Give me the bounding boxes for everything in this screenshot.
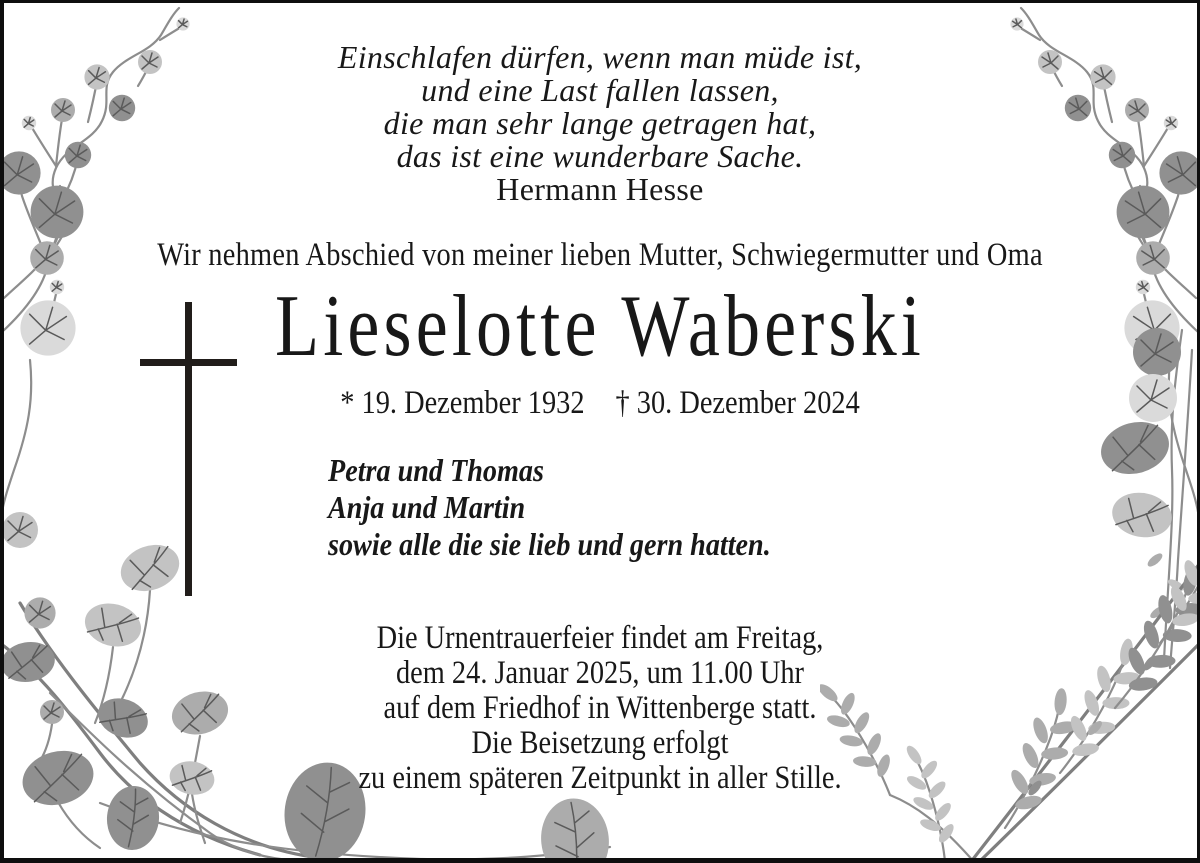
poem-attribution: Hermann Hesse xyxy=(496,171,704,207)
poem-line-2: und eine Last fallen lassen, xyxy=(421,72,779,108)
birth-date: * 19. Dezember 1932 xyxy=(340,385,585,421)
poem-line-1: Einschlafen dürfen, wenn man müde ist, xyxy=(337,39,863,75)
funeral-details xyxy=(84,621,1116,796)
death-date: † 30. Dezember 2024 xyxy=(615,385,860,421)
poem-line-4: das ist eine wunderbare Sache. xyxy=(396,138,804,174)
funeral-line-5: zu einem späteren Zeitpunkt in aller Stille. xyxy=(358,760,842,796)
funeral-line-3: auf dem Friedhof in Wittenberge statt. xyxy=(383,690,817,726)
memorial-poem xyxy=(0,41,1200,206)
mourners-line-1: Petra und Thomas xyxy=(328,452,544,488)
funeral-line-4: Die Beisetzung erfolgt xyxy=(471,725,729,761)
life-dates xyxy=(84,385,1116,422)
funeral-line-2: dem 24. Januar 2025, um 11.00 Uhr xyxy=(395,655,805,691)
mourners-list xyxy=(328,452,891,563)
mourners-line-2: Anja und Martin xyxy=(328,489,526,525)
farewell-line: Wir nehmen Abschied von meiner lieben Mutter, Schwiegermutter und Oma xyxy=(157,237,1043,273)
deceased-name: Lieselotte Waberski xyxy=(275,278,925,375)
poem-line-3: die man sehr lange getragen hat, xyxy=(383,105,817,141)
funeral-line-1: Die Urnentrauerfeier findet am Freitag, xyxy=(376,620,824,656)
mourners-line-3: sowie alle die sie lieb und gern hatten. xyxy=(328,526,771,562)
